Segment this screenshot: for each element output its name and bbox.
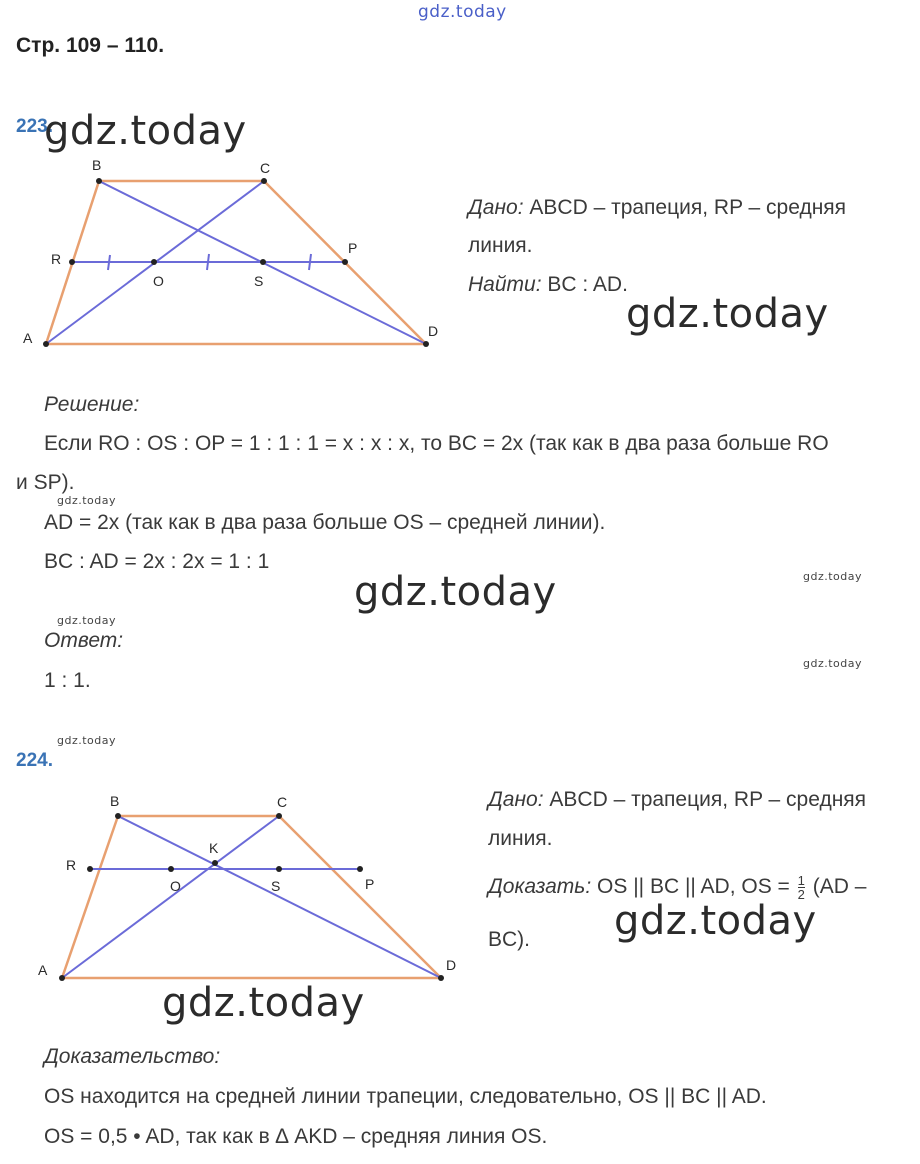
point-label-o-224: O: [170, 878, 181, 894]
point-label-a: A: [23, 330, 33, 346]
prove-text-b-224: (AD –: [812, 875, 867, 899]
watermark-small-5: gdz.today: [57, 734, 117, 747]
problem-number-223: 223.: [16, 116, 53, 137]
solution-line-2: и SP).: [16, 471, 75, 494]
given-text2-223: линия.: [468, 234, 533, 257]
given-224: [488, 788, 866, 812]
given-text-223: ABCD – трапеция, RP – средняя: [529, 196, 847, 219]
point-label-d: D: [428, 323, 439, 339]
given-text2-224: линия.: [488, 827, 553, 850]
point-label-s: S: [254, 273, 264, 289]
prove-label-224: Доказать:: [488, 875, 592, 899]
prove-224: [488, 874, 866, 901]
page-title: Стр. 109 – 110.: [16, 34, 165, 57]
prove-text-c-224: BC).: [488, 928, 530, 951]
point-label-p: P: [348, 240, 358, 256]
proof-line-1: OS находится на средней линии трапеции, следовательно, OS || BC || AD.: [44, 1085, 767, 1108]
watermark-small-3: gdz.today: [57, 614, 117, 627]
given-text-224: ABCD – трапеция, RP – средняя: [549, 788, 867, 811]
point-label-r-224: R: [66, 857, 77, 873]
answer-text-223: 1 : 1.: [44, 669, 91, 692]
solution-line-3: AD = 2x (так как в два раза больше OS – средней линии).: [44, 511, 606, 534]
find-text-223: BC : AD.: [547, 273, 628, 296]
watermark-small-2: gdz.today: [803, 570, 863, 583]
prove-text-a-224: OS || BC || AD, OS =: [597, 875, 790, 899]
point-label-a-224: A: [38, 962, 48, 978]
find-label-223: Найти:: [468, 273, 542, 296]
point-label-o: O: [153, 273, 164, 289]
watermark-top: gdz.today: [418, 2, 507, 22]
watermark-223-figure: gdz.today: [44, 108, 247, 154]
point-label-c: C: [260, 160, 271, 176]
watermark-223-right: gdz.today: [626, 291, 829, 337]
point-label-d-224: D: [446, 957, 457, 973]
watermark-223-middle: gdz.today: [354, 569, 557, 615]
problem-number-224: 224.: [16, 750, 53, 771]
proof-label-224: Доказательство:: [44, 1045, 221, 1068]
watermark-224-bottom: gdz.today: [162, 980, 365, 1026]
point-label-r: R: [51, 251, 62, 267]
given-label-224: Дано:: [488, 788, 544, 811]
solution-line-4: BC : AD = 2x : 2x = 1 : 1: [44, 550, 270, 573]
solution-line-1: Если RO : OS : OP = 1 : 1 : 1 = x : x : x, то BC = 2x (так как в два раза больше RO: [44, 432, 829, 455]
fraction-one-half: $\frac{1}{2}$: [797, 873, 805, 902]
answer-label-223: Ответ:: [44, 629, 124, 652]
watermark-small-4: gdz.today: [803, 657, 863, 670]
point-label-s-224: S: [271, 878, 281, 894]
point-label-b-224: B: [110, 793, 120, 809]
given-label-223: Дано:: [468, 196, 524, 219]
point-label-c-224: C: [277, 794, 288, 810]
point-label-p-224: P: [365, 876, 375, 892]
point-label-b: B: [92, 157, 102, 173]
watermark-small-1: gdz.today: [57, 494, 117, 507]
watermark-224-right: gdz.today: [614, 898, 817, 944]
solution-label-223: Решение:: [44, 393, 140, 416]
point-label-k-224: K: [209, 840, 219, 856]
proof-line-2: OS = 0,5 • AD, так как в ∆ AKD – средняя линия OS.: [44, 1125, 548, 1148]
